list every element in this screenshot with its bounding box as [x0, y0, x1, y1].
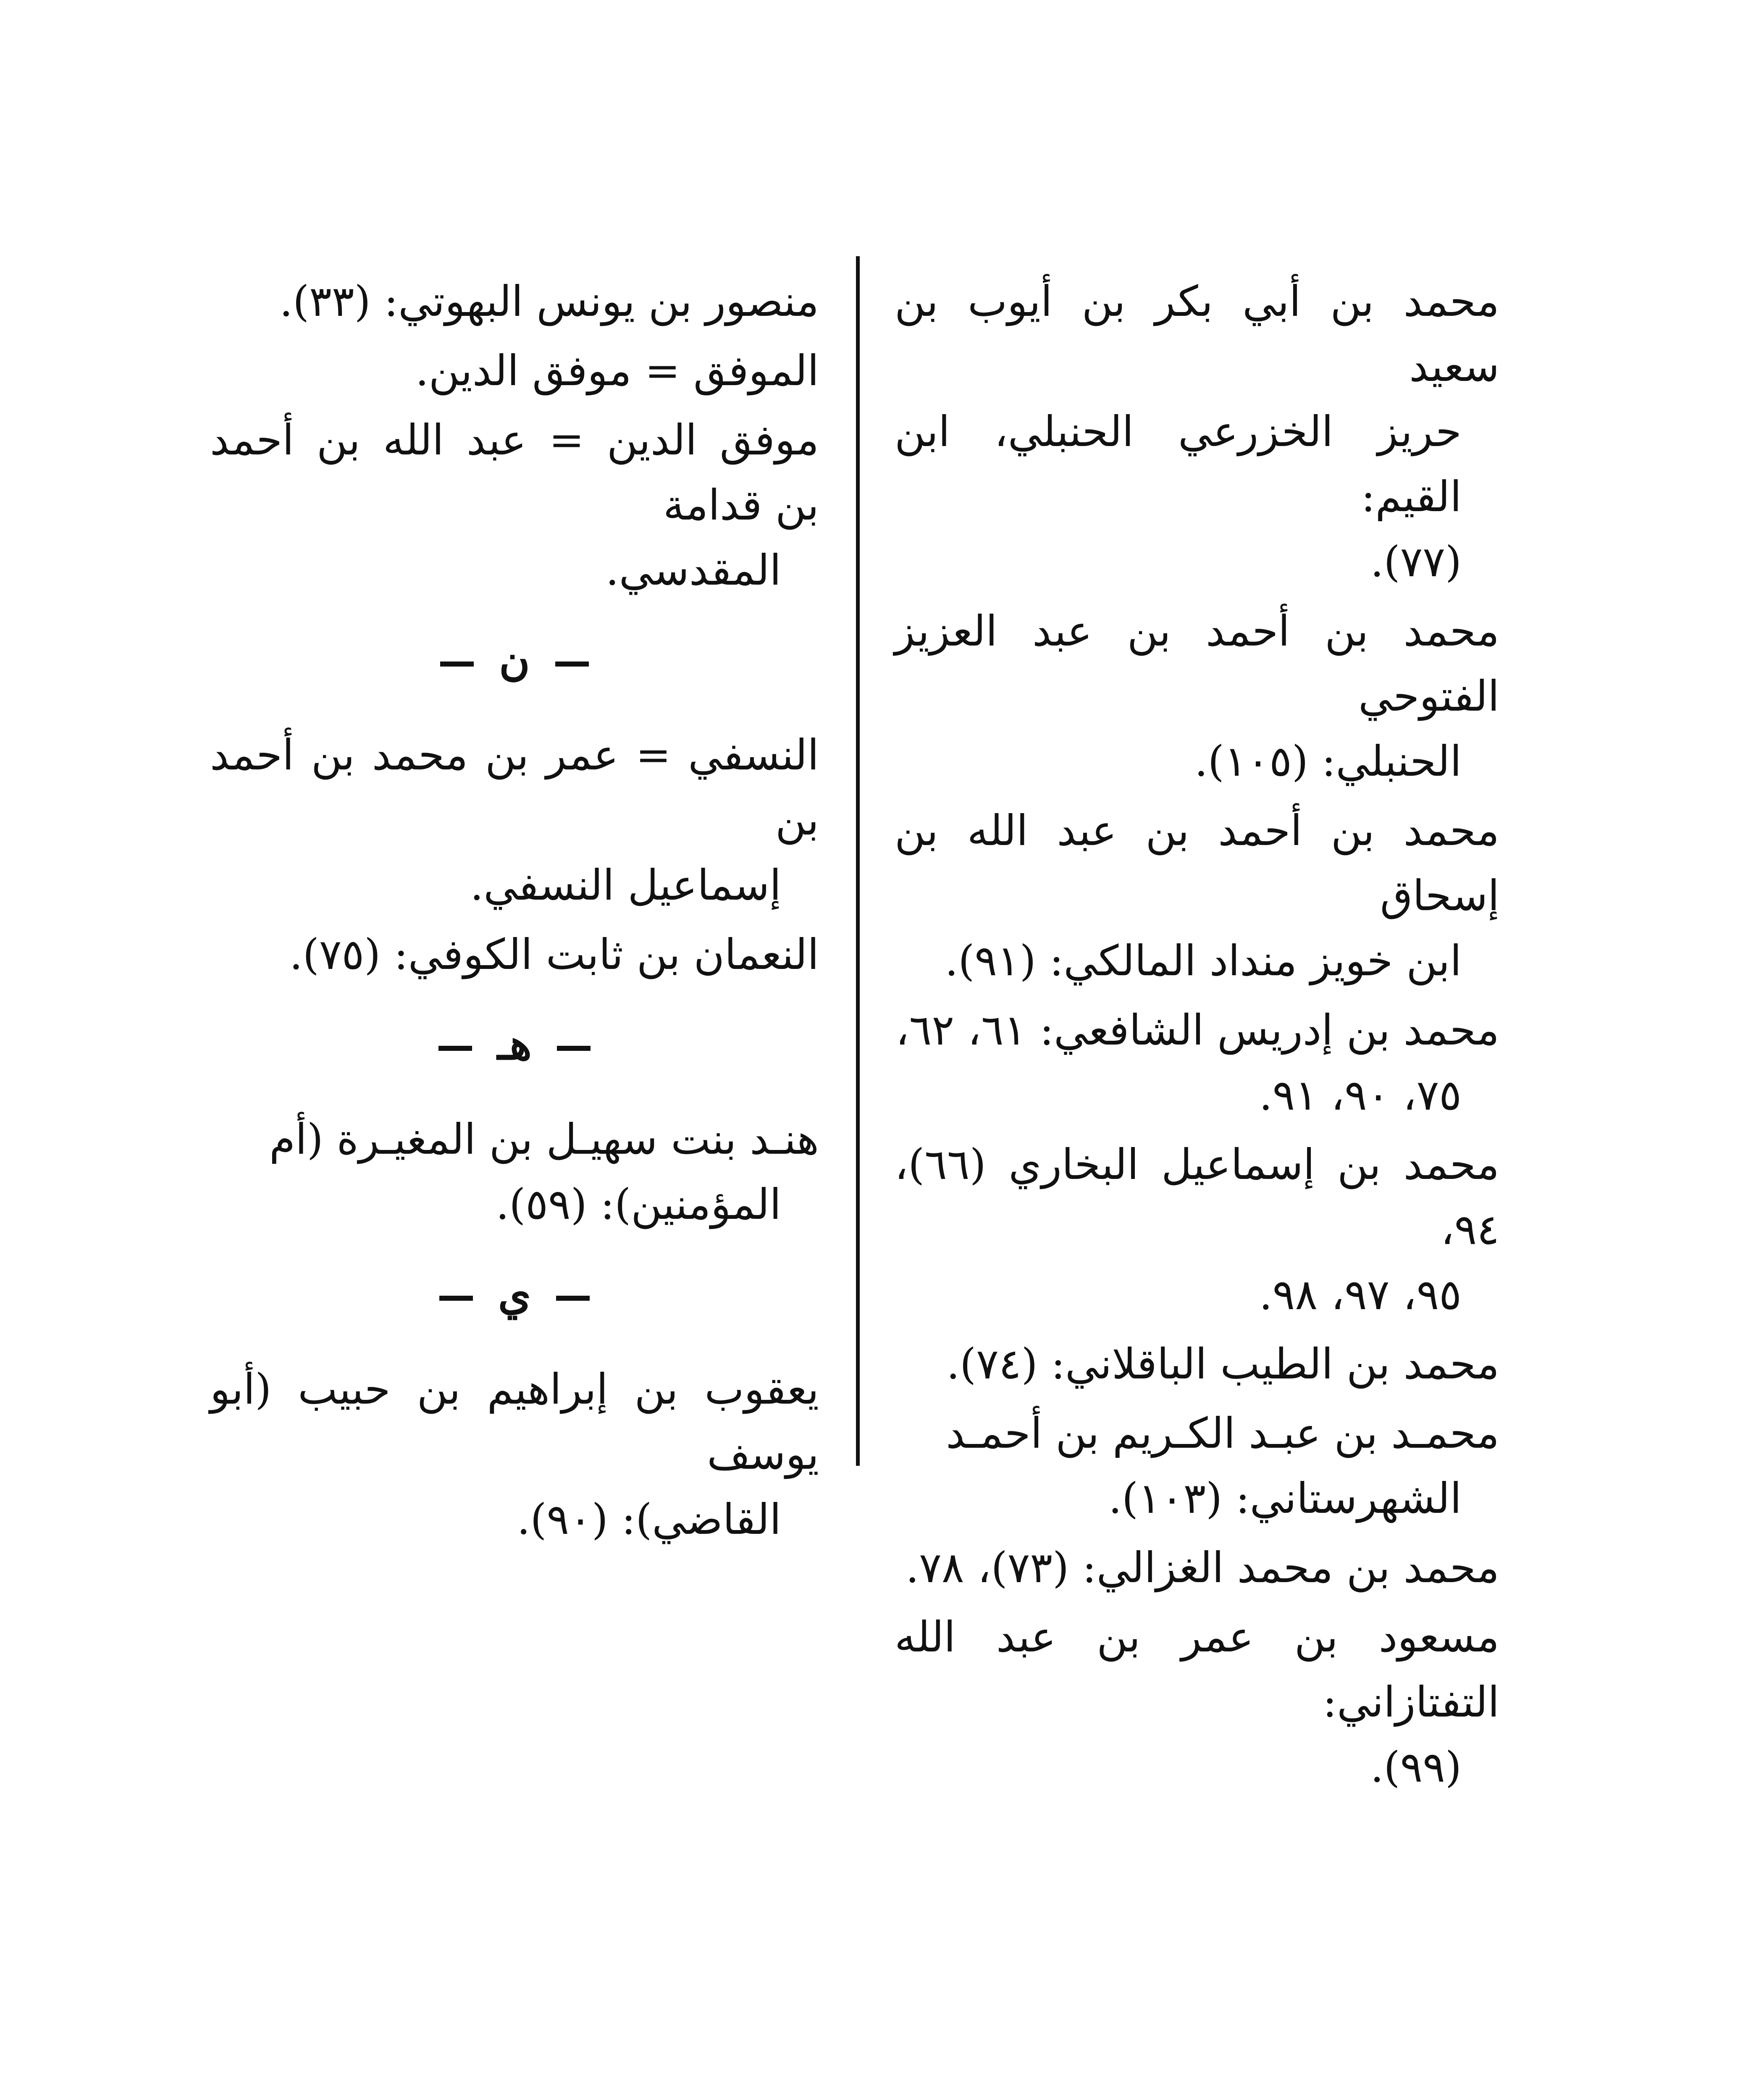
entry-continuation: القاضي): (٩٠).: [517, 1495, 781, 1544]
entry-line: موفق الدين = عبد الله بن أحمد بن قدامة: [210, 415, 819, 530]
entry-continuation: حريز الخزرعي الحنبلي، ابن القيم:: [895, 407, 1462, 521]
entry-continuation: ٩٥، ٩٧، ٩٨.: [1259, 1270, 1462, 1319]
letter-heading-text: ي: [498, 1270, 531, 1319]
entry-line: محمد بن إدريس الشافعي: ٦١، ٦٢،: [895, 1005, 1499, 1055]
entry-line: الموفق = موفق الدين.: [415, 346, 819, 395]
entry-line: مسعود بن عمر بن عبد الله التفتازاني:: [895, 1612, 1499, 1727]
dash-mark: [556, 1296, 590, 1301]
entry-line: النسفي = عمر بن محمد بن أحمد بن: [210, 730, 819, 845]
entry-continuation: المؤمنين): (٥٩).: [496, 1180, 781, 1229]
letter-heading-text: ن: [499, 635, 530, 685]
index-entry: [895, 1331, 1499, 1396]
letter-heading-ya: [210, 1262, 819, 1327]
index-entry: [895, 798, 1499, 993]
entry-line: محمد بن أحمد بن عبد العزيز الفتوحي: [895, 606, 1499, 721]
entry-line: محمد بن الطيب الباقلاني: (٧٤).: [946, 1339, 1499, 1389]
index-entry: [895, 1401, 1499, 1531]
index-column-right: [895, 269, 1499, 1804]
index-column-left: [210, 269, 819, 1556]
entry-continuation: (٧٧).: [1370, 537, 1462, 586]
index-entry: [210, 407, 819, 603]
index-entry: [895, 1132, 1499, 1327]
entry-line: منصور بن يونس البهوتي: (٣٣).: [279, 277, 819, 326]
dash-mark: [555, 662, 589, 667]
entry-continuation: ابن خويز منداد المالكي: (٩١).: [945, 936, 1462, 985]
entry-line: محمد بن أحمد بن عبد الله بن إسحاق: [895, 806, 1499, 920]
entry-continuation: ٧٥، ٩٠، ٩١.: [1259, 1071, 1462, 1120]
index-entry: [210, 1107, 819, 1237]
index-entry: [895, 1604, 1499, 1800]
entry-continuation: إسماعيل النسفي.: [470, 861, 781, 910]
index-entry: [895, 598, 1499, 794]
dash-mark: [439, 1296, 473, 1301]
column-divider: [856, 256, 860, 1466]
entry-line: محمـد بن عبـد الكـريم بن أحمـد: [946, 1409, 1499, 1458]
index-entry: [210, 269, 819, 334]
dash-mark: [440, 662, 474, 667]
letter-heading-ha: [210, 1012, 819, 1077]
entry-line: محمد بن إسماعيل البخاري (٦٦)، ٩٤،: [895, 1140, 1499, 1254]
entry-continuation: الحنبلي: (١٠٥).: [1194, 737, 1462, 786]
entry-line: هنـد بنت سهيـل بن المغيـرة (أم: [269, 1115, 819, 1164]
entry-continuation: (٩٩).: [1370, 1743, 1462, 1792]
index-entry: [210, 922, 819, 987]
index-entry: [210, 338, 819, 403]
index-entry: [210, 1357, 819, 1552]
entry-continuation: المقدسي.: [605, 546, 781, 595]
entry-line: محمد بن أبي بكر بن أيوب بن سعيد: [895, 277, 1499, 391]
index-entry: [895, 269, 1499, 594]
letter-heading-nun: [210, 628, 819, 693]
entry-continuation: الشهرستاني: (١٠٣).: [1108, 1474, 1462, 1523]
entry-line: النعمان بن ثابت الكوفي: (٧٥).: [289, 930, 819, 979]
index-entry: [210, 722, 819, 918]
letter-heading-text: هـ: [497, 1020, 532, 1069]
entry-line: محمد بن محمد الغزالي: (٧٣)، ٧٨.: [906, 1543, 1499, 1592]
index-entry: [895, 1535, 1499, 1600]
entry-line: يعقوب بن إبراهيم بن حبيب (أبو يوسف: [210, 1365, 819, 1479]
dash-mark: [557, 1046, 591, 1051]
index-entry: [895, 998, 1499, 1128]
dash-mark: [438, 1046, 472, 1051]
